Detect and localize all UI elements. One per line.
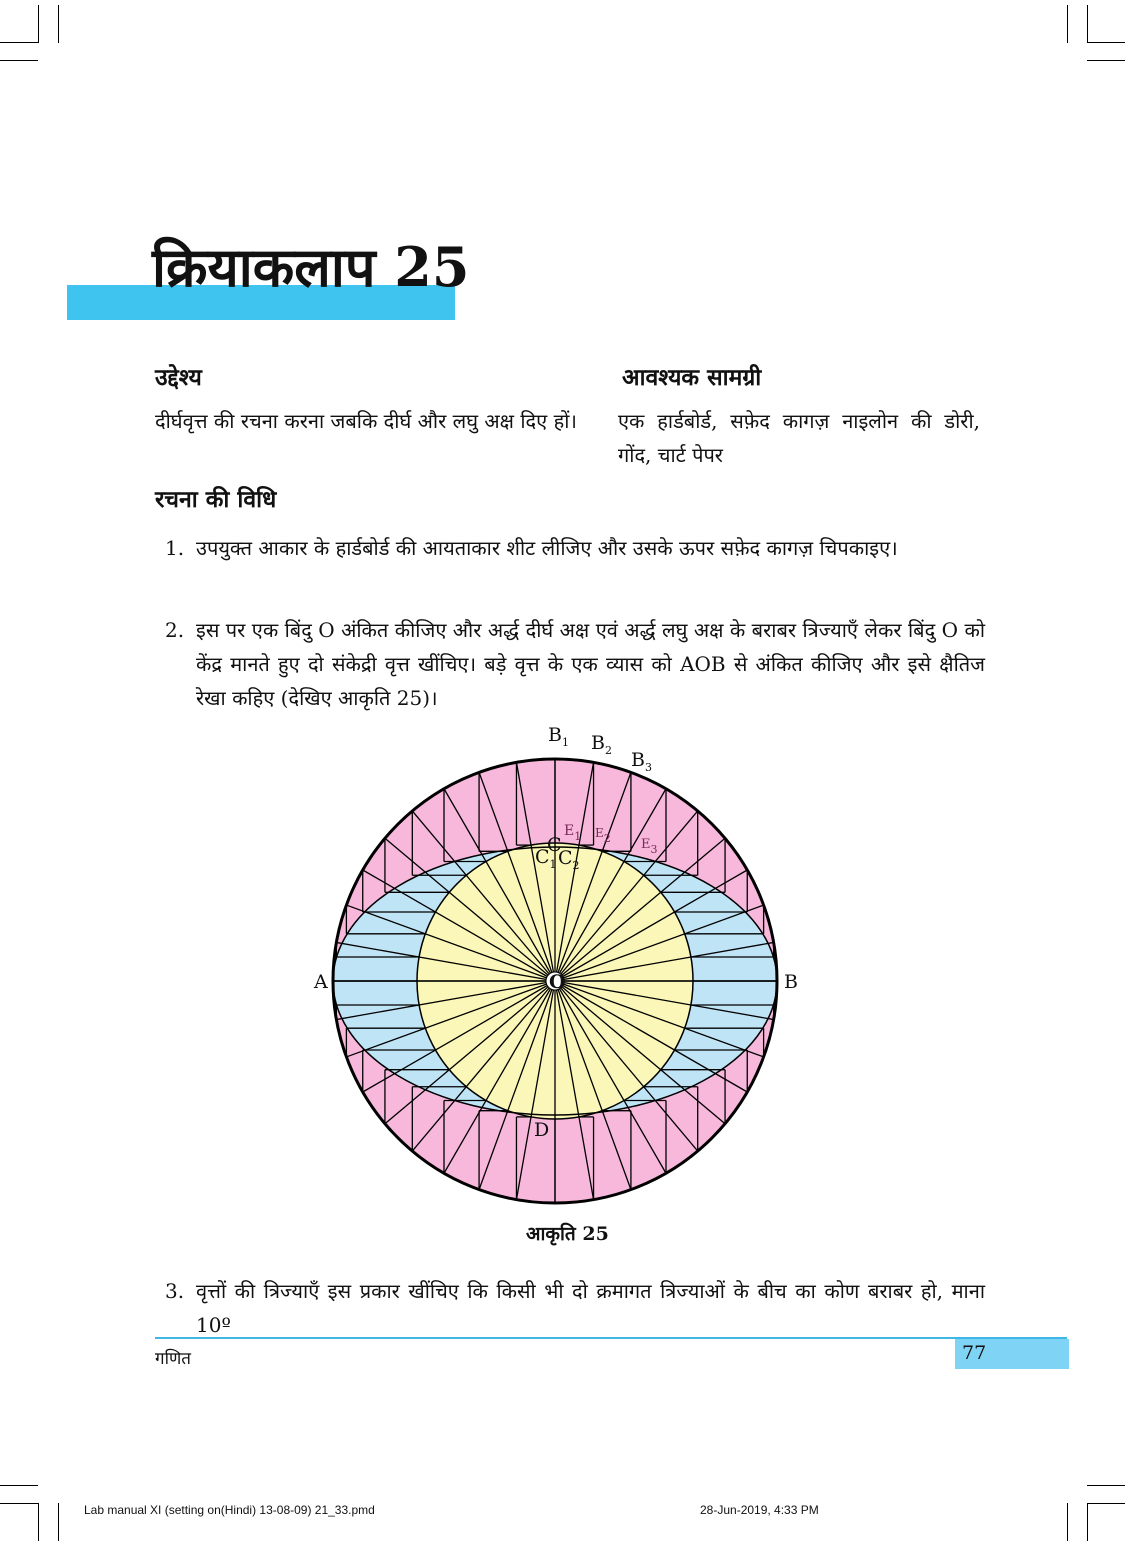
crop-mark	[0, 60, 38, 61]
crop-mark	[38, 5, 39, 43]
label-e2: E2	[595, 826, 611, 845]
page-number: 77	[962, 1342, 987, 1364]
list-item	[165, 531, 985, 599]
label-b2: $B_2$	[591, 732, 612, 757]
footer-subject: गणित	[155, 1349, 191, 1369]
objective-text: दीर्घवृत्त की रचना करना जबकि दीर्घ और लघु अक्ष दिए हों।	[155, 409, 577, 433]
materials-heading: आवश्यक सामग्री	[622, 364, 762, 391]
list-item	[165, 1274, 985, 1342]
crop-mark	[1067, 1503, 1068, 1541]
crop-mark	[58, 5, 59, 43]
label-e3: $E_3$	[641, 837, 658, 856]
figure-caption: आकृति 25	[526, 1223, 609, 1245]
crop-mark	[58, 1503, 59, 1541]
label-b1: $B_1$	[548, 726, 569, 749]
crop-mark	[1087, 1503, 1088, 1541]
footer-rule	[155, 1337, 1067, 1339]
crop-mark	[0, 1503, 38, 1504]
method-heading: रचना की विधि	[155, 486, 277, 513]
label-d: D	[534, 1119, 550, 1141]
step-number: 3.	[165, 1279, 185, 1303]
step-text: वृत्तों की त्रिज्याएँ इस प्रकार खींचिए कि किसी भी दो क्रमागत त्रिज्याओं के बीच का कोण बराबर हो, माना 10º	[196, 1279, 985, 1337]
label-a: A	[314, 971, 328, 993]
label-c1: $C_1$	[535, 846, 557, 871]
figure-drawing	[300, 726, 820, 1216]
step-number: 1.	[165, 536, 185, 560]
crop-mark	[1087, 1503, 1125, 1504]
label-c: C	[547, 834, 562, 856]
ellipse-construction-figure	[300, 726, 820, 1216]
list-item	[165, 613, 985, 715]
label-e1: $E_1$	[564, 823, 582, 843]
step-text: उपयुक्त आकार के हार्डबोर्ड की आयताकार शीट लीजिए और उसके ऊपर सफ़ेद कागज़ चिपकाइए।	[196, 536, 898, 560]
objective-heading: उद्देश्य	[155, 364, 202, 391]
label-c2: $C_2$	[558, 847, 580, 872]
page-title: क्रियाकलाप 25	[152, 235, 470, 299]
crop-mark	[1087, 1485, 1125, 1486]
crop-mark	[1087, 42, 1125, 43]
print-file-name: Lab manual XI (setting on(Hindi) 13-08-09) 21_33.pmd	[84, 1503, 375, 1517]
crop-mark	[1087, 60, 1125, 61]
crop-mark	[0, 1485, 38, 1486]
label-b3: $B_3$	[631, 749, 652, 774]
label-o: O	[549, 971, 566, 993]
crop-mark	[0, 42, 38, 43]
crop-mark	[38, 1503, 39, 1541]
crop-mark	[1087, 5, 1088, 43]
step-text: इस पर एक बिंदु O अंकित कीजिए और अर्द्ध दीर्घ अक्ष एवं अर्द्ध लघु अक्ष के बराबर त्रिज्याएँ लेकर बिंदु O को केंद्र मानते हुए दो संकेद्री वृत्त खींचिए। बड़े वृत्त के एक व्यास को AOB से अंकित कीजिए और इसे क्षैतिज रेखा कहिए (देखिए आकृति 25)।	[196, 618, 985, 710]
label-b: B	[784, 971, 798, 993]
step-number: 2.	[165, 618, 185, 642]
crop-mark	[1067, 5, 1068, 43]
print-date: 28-Jun-2019, 4:33 PM	[700, 1503, 819, 1517]
materials-text: एक हार्डबोर्ड, सफ़ेद कागज़ नाइलोन की डोरी, गोंद, चार्ट पेपर	[618, 409, 980, 467]
